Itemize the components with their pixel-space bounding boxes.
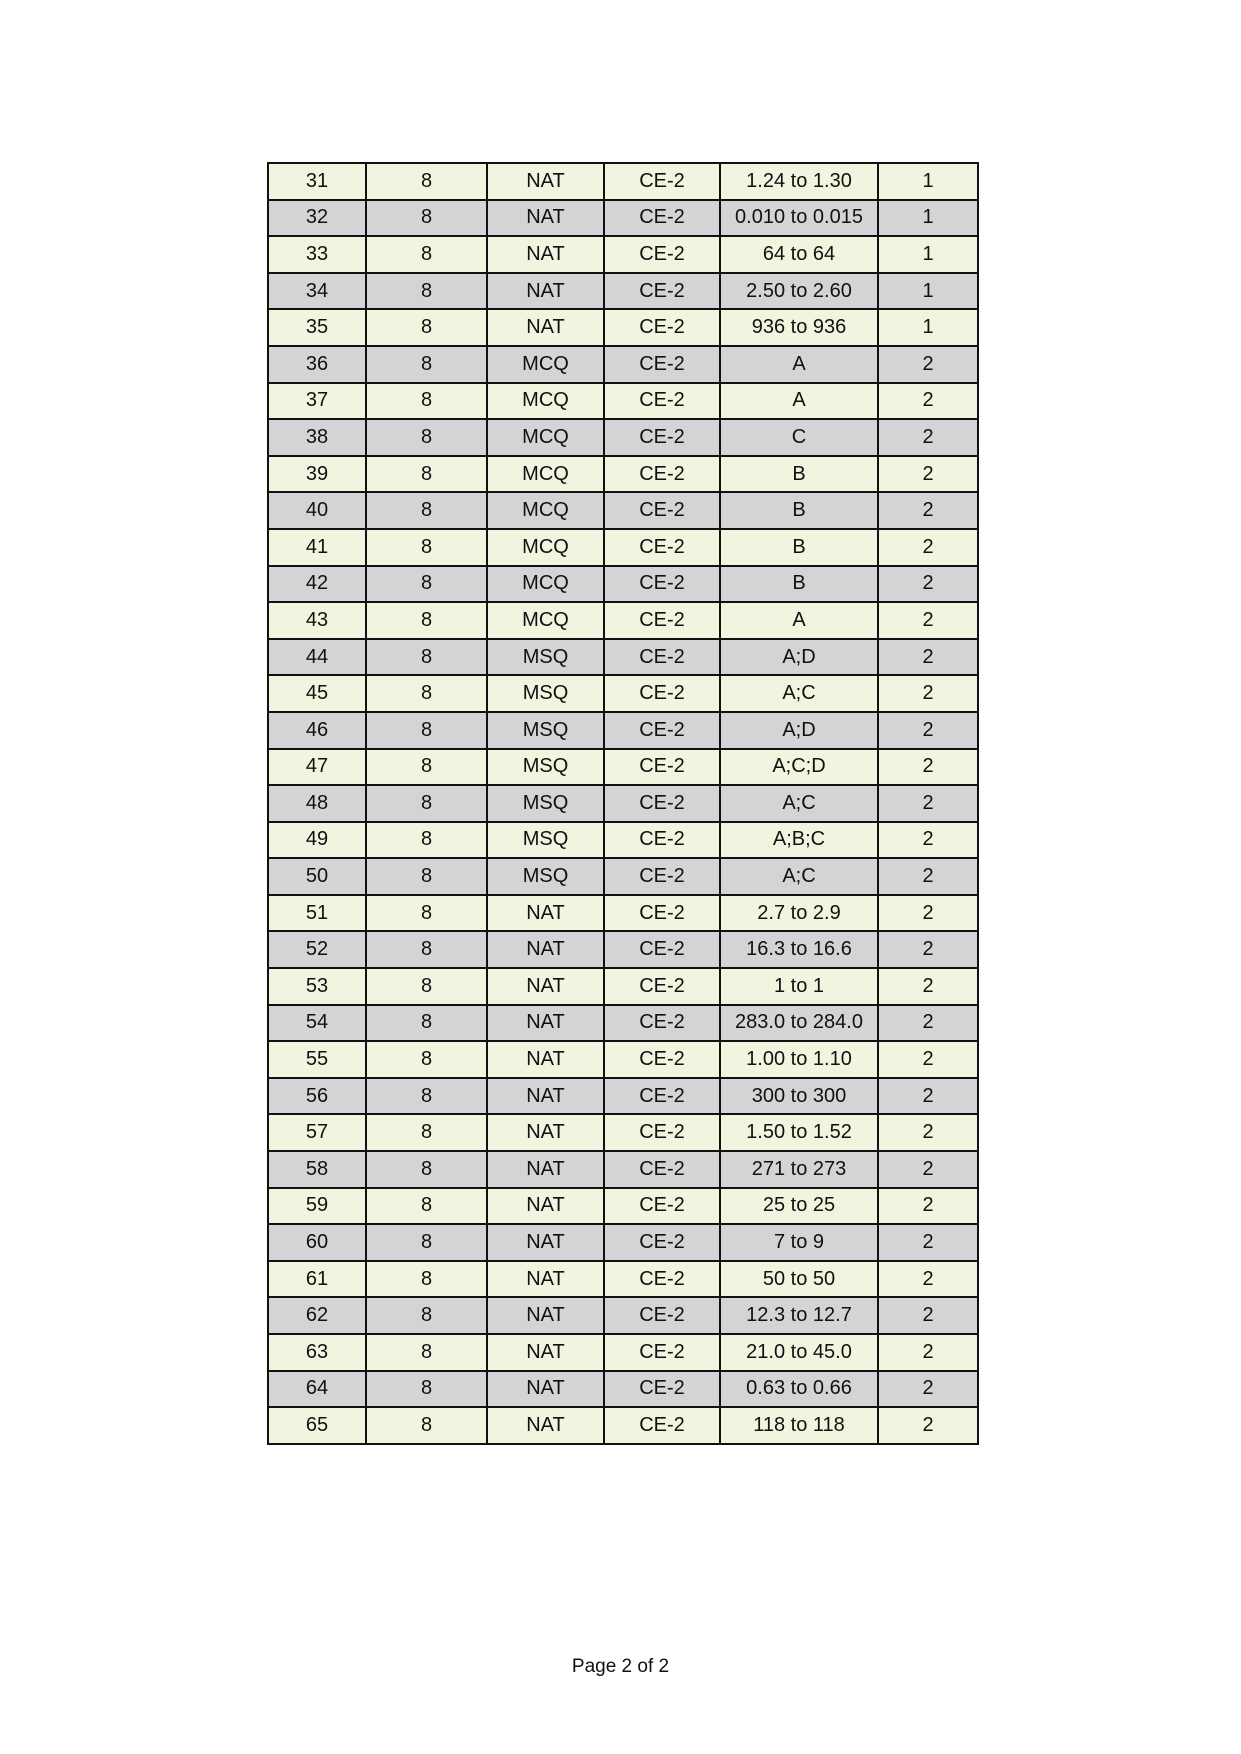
session-cell: 8	[366, 309, 487, 346]
marks-cell: 2	[878, 1261, 978, 1298]
session-cell: 8	[366, 529, 487, 566]
marks-cell: 1	[878, 200, 978, 237]
table-row	[268, 785, 978, 822]
session-cell: 8	[366, 602, 487, 639]
answer-key-cell: A	[720, 383, 878, 420]
question-type-cell: MCQ	[487, 492, 604, 529]
question-number-cell: 44	[268, 639, 366, 676]
question-number-cell: 39	[268, 456, 366, 493]
question-type-cell: MSQ	[487, 822, 604, 859]
answer-key-cell: 1.50 to 1.52	[720, 1114, 878, 1151]
question-number-cell: 43	[268, 602, 366, 639]
section-cell: CE-2	[604, 163, 720, 200]
question-number-cell: 56	[268, 1078, 366, 1115]
session-cell: 8	[366, 785, 487, 822]
question-type-cell: MCQ	[487, 346, 604, 383]
question-type-cell: MSQ	[487, 749, 604, 786]
session-cell: 8	[366, 968, 487, 1005]
question-type-cell: NAT	[487, 1407, 604, 1444]
session-cell: 8	[366, 236, 487, 273]
section-cell: CE-2	[604, 419, 720, 456]
section-cell: CE-2	[604, 1114, 720, 1151]
section-cell: CE-2	[604, 931, 720, 968]
question-type-cell: NAT	[487, 1151, 604, 1188]
question-number-cell: 58	[268, 1151, 366, 1188]
answer-key-cell: A;D	[720, 712, 878, 749]
answer-key-cell: 1.00 to 1.10	[720, 1041, 878, 1078]
table-row	[268, 529, 978, 566]
question-number-cell: 63	[268, 1334, 366, 1371]
answer-key-cell: B	[720, 492, 878, 529]
marks-cell: 2	[878, 1334, 978, 1371]
session-cell: 8	[366, 858, 487, 895]
question-number-cell: 42	[268, 566, 366, 603]
section-cell: CE-2	[604, 712, 720, 749]
question-type-cell: NAT	[487, 309, 604, 346]
answer-key-cell: 16.3 to 16.6	[720, 931, 878, 968]
question-type-cell: NAT	[487, 1297, 604, 1334]
session-cell: 8	[366, 163, 487, 200]
section-cell: CE-2	[604, 1261, 720, 1298]
marks-cell: 2	[878, 1005, 978, 1042]
answer-key-rows	[268, 163, 978, 1444]
marks-cell: 2	[878, 602, 978, 639]
section-cell: CE-2	[604, 566, 720, 603]
table-row	[268, 1005, 978, 1042]
section-cell: CE-2	[604, 309, 720, 346]
table-row	[268, 200, 978, 237]
question-type-cell: MSQ	[487, 675, 604, 712]
marks-cell: 2	[878, 858, 978, 895]
answer-key-cell: 7 to 9	[720, 1224, 878, 1261]
section-cell: CE-2	[604, 383, 720, 420]
session-cell: 8	[366, 1005, 487, 1042]
session-cell: 8	[366, 566, 487, 603]
table-row	[268, 346, 978, 383]
answer-key-table	[267, 162, 979, 1445]
question-number-cell: 40	[268, 492, 366, 529]
session-cell: 8	[366, 749, 487, 786]
marks-cell: 2	[878, 456, 978, 493]
session-cell: 8	[366, 200, 487, 237]
session-cell: 8	[366, 492, 487, 529]
section-cell: CE-2	[604, 1078, 720, 1115]
session-cell: 8	[366, 456, 487, 493]
section-cell: CE-2	[604, 602, 720, 639]
answer-key-cell: 300 to 300	[720, 1078, 878, 1115]
table-row	[268, 712, 978, 749]
table-row	[268, 419, 978, 456]
marks-cell: 2	[878, 931, 978, 968]
question-type-cell: MCQ	[487, 566, 604, 603]
section-cell: CE-2	[604, 858, 720, 895]
section-cell: CE-2	[604, 895, 720, 932]
marks-cell: 2	[878, 1224, 978, 1261]
question-type-cell: NAT	[487, 1371, 604, 1408]
session-cell: 8	[366, 1078, 487, 1115]
answer-key-cell: B	[720, 566, 878, 603]
marks-cell: 2	[878, 1407, 978, 1444]
question-number-cell: 51	[268, 895, 366, 932]
marks-cell: 2	[878, 1188, 978, 1225]
session-cell: 8	[366, 822, 487, 859]
table-row	[268, 1151, 978, 1188]
section-cell: CE-2	[604, 1224, 720, 1261]
marks-cell: 2	[878, 749, 978, 786]
marks-cell: 2	[878, 1041, 978, 1078]
question-type-cell: MCQ	[487, 456, 604, 493]
answer-key-cell: 2.7 to 2.9	[720, 895, 878, 932]
marks-cell: 2	[878, 895, 978, 932]
table-row	[268, 602, 978, 639]
answer-key-cell: C	[720, 419, 878, 456]
session-cell: 8	[366, 895, 487, 932]
session-cell: 8	[366, 931, 487, 968]
session-cell: 8	[366, 712, 487, 749]
marks-cell: 2	[878, 822, 978, 859]
table-row	[268, 1078, 978, 1115]
session-cell: 8	[366, 383, 487, 420]
session-cell: 8	[366, 1188, 487, 1225]
question-number-cell: 57	[268, 1114, 366, 1151]
table-row	[268, 309, 978, 346]
marks-cell: 2	[878, 383, 978, 420]
table-row	[268, 1224, 978, 1261]
section-cell: CE-2	[604, 785, 720, 822]
answer-key-cell: A;B;C	[720, 822, 878, 859]
marks-cell: 2	[878, 675, 978, 712]
section-cell: CE-2	[604, 675, 720, 712]
question-number-cell: 59	[268, 1188, 366, 1225]
answer-key-cell: B	[720, 529, 878, 566]
answer-key-cell: 2.50 to 2.60	[720, 273, 878, 310]
table-row	[268, 1371, 978, 1408]
marks-cell: 2	[878, 712, 978, 749]
question-type-cell: NAT	[487, 1114, 604, 1151]
question-number-cell: 64	[268, 1371, 366, 1408]
question-type-cell: NAT	[487, 895, 604, 932]
section-cell: CE-2	[604, 346, 720, 383]
section-cell: CE-2	[604, 749, 720, 786]
table-row	[268, 1041, 978, 1078]
section-cell: CE-2	[604, 200, 720, 237]
table-row	[268, 383, 978, 420]
answer-key-cell: 64 to 64	[720, 236, 878, 273]
answer-key-cell: 0.63 to 0.66	[720, 1371, 878, 1408]
table-row	[268, 822, 978, 859]
session-cell: 8	[366, 346, 487, 383]
table-row	[268, 236, 978, 273]
page-number: Page 2 of 2	[571, 1656, 670, 1677]
question-number-cell: 62	[268, 1297, 366, 1334]
marks-cell: 2	[878, 1371, 978, 1408]
question-type-cell: NAT	[487, 273, 604, 310]
answer-key-cell: 50 to 50	[720, 1261, 878, 1298]
question-type-cell: MSQ	[487, 785, 604, 822]
answer-key-cell: 271 to 273	[720, 1151, 878, 1188]
question-number-cell: 37	[268, 383, 366, 420]
question-number-cell: 55	[268, 1041, 366, 1078]
table-row	[268, 858, 978, 895]
table-row	[268, 675, 978, 712]
section-cell: CE-2	[604, 1041, 720, 1078]
question-type-cell: NAT	[487, 1261, 604, 1298]
question-number-cell: 31	[268, 163, 366, 200]
question-type-cell: NAT	[487, 200, 604, 237]
table-row	[268, 931, 978, 968]
question-number-cell: 61	[268, 1261, 366, 1298]
session-cell: 8	[366, 1334, 487, 1371]
marks-cell: 2	[878, 346, 978, 383]
marks-cell: 2	[878, 566, 978, 603]
answer-key-cell: A;C	[720, 675, 878, 712]
question-number-cell: 36	[268, 346, 366, 383]
table-row	[268, 1407, 978, 1444]
marks-cell: 2	[878, 1078, 978, 1115]
answer-key-cell: 0.010 to 0.015	[720, 200, 878, 237]
section-cell: CE-2	[604, 236, 720, 273]
question-number-cell: 45	[268, 675, 366, 712]
marks-cell: 1	[878, 163, 978, 200]
table-row	[268, 639, 978, 676]
question-type-cell: NAT	[487, 236, 604, 273]
table-row	[268, 1261, 978, 1298]
question-type-cell: MSQ	[487, 858, 604, 895]
answer-key-cell: A;C	[720, 785, 878, 822]
session-cell: 8	[366, 1041, 487, 1078]
question-number-cell: 38	[268, 419, 366, 456]
question-number-cell: 46	[268, 712, 366, 749]
section-cell: CE-2	[604, 1334, 720, 1371]
table-row	[268, 749, 978, 786]
question-number-cell: 54	[268, 1005, 366, 1042]
answer-key-cell: 21.0 to 45.0	[720, 1334, 878, 1371]
section-cell: CE-2	[604, 1188, 720, 1225]
marks-cell: 2	[878, 1151, 978, 1188]
question-type-cell: MCQ	[487, 602, 604, 639]
marks-cell: 2	[878, 529, 978, 566]
answer-key-cell: 283.0 to 284.0	[720, 1005, 878, 1042]
question-number-cell: 48	[268, 785, 366, 822]
marks-cell: 2	[878, 419, 978, 456]
session-cell: 8	[366, 675, 487, 712]
question-number-cell: 49	[268, 822, 366, 859]
question-number-cell: 53	[268, 968, 366, 1005]
question-number-cell: 47	[268, 749, 366, 786]
answer-key-cell: 12.3 to 12.7	[720, 1297, 878, 1334]
table-row	[268, 895, 978, 932]
section-cell: CE-2	[604, 1151, 720, 1188]
section-cell: CE-2	[604, 529, 720, 566]
marks-cell: 2	[878, 492, 978, 529]
table-row	[268, 163, 978, 200]
section-cell: CE-2	[604, 1371, 720, 1408]
table-row	[268, 1188, 978, 1225]
question-type-cell: MCQ	[487, 419, 604, 456]
question-type-cell: MCQ	[487, 529, 604, 566]
question-type-cell: MSQ	[487, 639, 604, 676]
table-row	[268, 456, 978, 493]
marks-cell: 2	[878, 968, 978, 1005]
answer-key-cell: A	[720, 602, 878, 639]
section-cell: CE-2	[604, 1005, 720, 1042]
section-cell: CE-2	[604, 456, 720, 493]
question-type-cell: NAT	[487, 1188, 604, 1225]
session-cell: 8	[366, 639, 487, 676]
question-type-cell: NAT	[487, 1078, 604, 1115]
question-type-cell: MSQ	[487, 712, 604, 749]
marks-cell: 1	[878, 236, 978, 273]
section-cell: CE-2	[604, 822, 720, 859]
question-type-cell: NAT	[487, 968, 604, 1005]
section-cell: CE-2	[604, 492, 720, 529]
session-cell: 8	[366, 1114, 487, 1151]
table-row	[268, 1114, 978, 1151]
question-number-cell: 32	[268, 200, 366, 237]
session-cell: 8	[366, 273, 487, 310]
answer-key-cell: A;C	[720, 858, 878, 895]
table-row	[268, 492, 978, 529]
answer-key-cell: 118 to 118	[720, 1407, 878, 1444]
question-number-cell: 60	[268, 1224, 366, 1261]
question-type-cell: NAT	[487, 1041, 604, 1078]
section-cell: CE-2	[604, 968, 720, 1005]
marks-cell: 2	[878, 1297, 978, 1334]
marks-cell: 2	[878, 1114, 978, 1151]
question-number-cell: 34	[268, 273, 366, 310]
session-cell: 8	[366, 1407, 487, 1444]
section-cell: CE-2	[604, 1407, 720, 1444]
session-cell: 8	[366, 1371, 487, 1408]
session-cell: 8	[366, 1151, 487, 1188]
answer-key-cell: B	[720, 456, 878, 493]
section-cell: CE-2	[604, 639, 720, 676]
table-row	[268, 1334, 978, 1371]
answer-key-cell: 1.24 to 1.30	[720, 163, 878, 200]
table-row	[268, 273, 978, 310]
question-number-cell: 41	[268, 529, 366, 566]
question-type-cell: NAT	[487, 931, 604, 968]
session-cell: 8	[366, 1224, 487, 1261]
session-cell: 8	[366, 1297, 487, 1334]
table-row	[268, 1297, 978, 1334]
table-row	[268, 968, 978, 1005]
question-type-cell: MCQ	[487, 383, 604, 420]
question-type-cell: NAT	[487, 1005, 604, 1042]
table-row	[268, 566, 978, 603]
answer-key-cell: 25 to 25	[720, 1188, 878, 1225]
marks-cell: 2	[878, 785, 978, 822]
section-cell: CE-2	[604, 273, 720, 310]
answer-key-cell: A	[720, 346, 878, 383]
question-type-cell: NAT	[487, 163, 604, 200]
marks-cell: 1	[878, 309, 978, 346]
session-cell: 8	[366, 419, 487, 456]
marks-cell: 2	[878, 639, 978, 676]
question-type-cell: NAT	[487, 1334, 604, 1371]
answer-key-cell: 1 to 1	[720, 968, 878, 1005]
session-cell: 8	[366, 1261, 487, 1298]
marks-cell: 1	[878, 273, 978, 310]
answer-key-cell: 936 to 936	[720, 309, 878, 346]
question-number-cell: 33	[268, 236, 366, 273]
answer-key-cell: A;C;D	[720, 749, 878, 786]
section-cell: CE-2	[604, 1297, 720, 1334]
question-number-cell: 65	[268, 1407, 366, 1444]
answer-key-cell: A;D	[720, 639, 878, 676]
question-number-cell: 35	[268, 309, 366, 346]
question-number-cell: 50	[268, 858, 366, 895]
question-type-cell: NAT	[487, 1224, 604, 1261]
question-number-cell: 52	[268, 931, 366, 968]
